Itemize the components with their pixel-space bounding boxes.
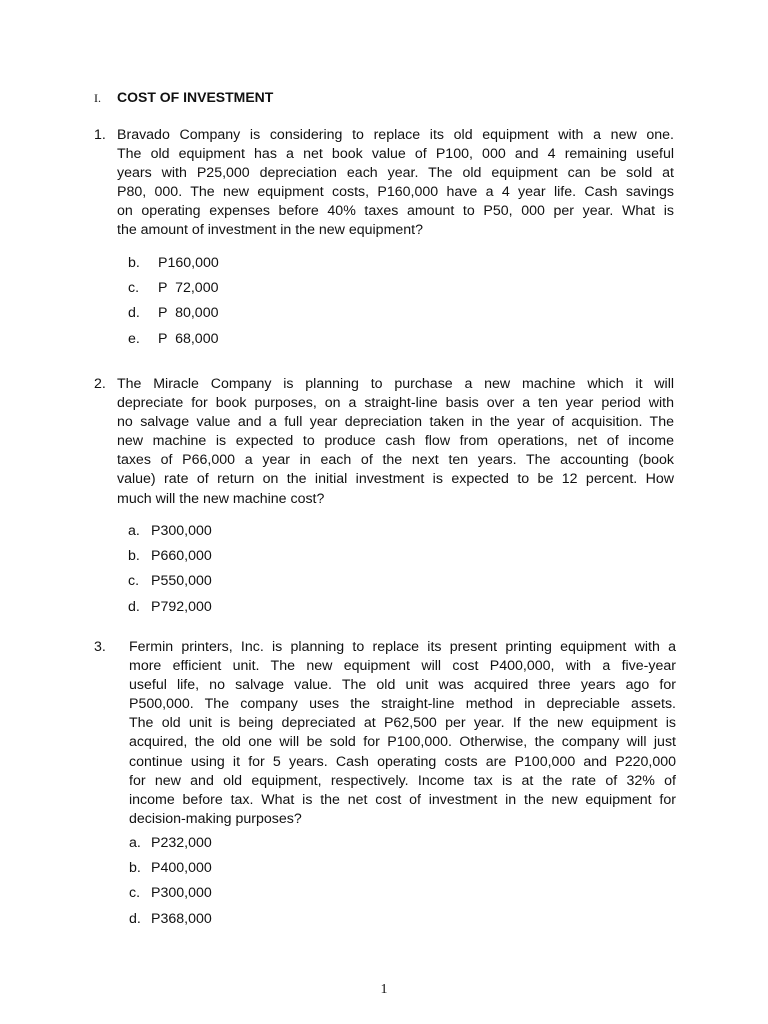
answer-option[interactable] [129, 884, 212, 909]
question-text-line: taxes of P66,000 a year in each of the next ten years. The accounting (book [117, 452, 674, 469]
option-text: P550,000 [151, 573, 212, 590]
option-text: P 80,000 [158, 305, 219, 322]
question-text-line: The old equipment has a net book value of P100, 000 and 4 remaining useful [117, 146, 674, 163]
option-letter: d. [128, 305, 140, 322]
answer-option[interactable] [128, 330, 219, 355]
page-number: 1 [380, 982, 388, 997]
question-number: 3. [94, 639, 106, 655]
question-text-line: decision-making purposes? [129, 810, 302, 827]
question-text-line: on operating expenses before 40% taxes amount to P50, 000 per year. What is [117, 203, 674, 220]
answer-option[interactable] [129, 834, 212, 859]
question-text-line: value) rate of return on the initial investment is expected to be 12 percent. How [117, 471, 674, 488]
question-text-line: acquired, the old one will be sold for P100,000. Otherwise, the company will just [129, 734, 676, 751]
option-letter: d. [129, 910, 141, 927]
answer-option[interactable] [129, 910, 212, 935]
answer-option[interactable] [128, 304, 219, 329]
question-text-line: years with P25,000 depreciation each year. The old equipment can be sold at [117, 165, 674, 182]
question-text-line: Bravado Company is considering to replace its old equipment with a new one. [117, 127, 674, 143]
options-list-1 [128, 254, 219, 355]
option-letter: a. [128, 523, 140, 539]
question-text-line: the amount of investment in the new equipment? [117, 222, 424, 239]
option-letter: b. [128, 548, 140, 565]
answer-option[interactable] [128, 547, 212, 572]
options-list-3 [129, 834, 212, 935]
question-text-line: useful life, no salvage value. The old unit was acquired three years ago for [129, 677, 676, 694]
answer-option[interactable] [129, 859, 212, 884]
option-text: P660,000 [151, 548, 212, 565]
answer-option[interactable] [128, 279, 219, 304]
question-text-line: new machine is expected to produce cash flow from operations, net of income [117, 433, 674, 450]
option-letter: d. [128, 598, 140, 615]
section-heading [94, 89, 273, 106]
question-text-line: continue using it for 5 years. Cash operating costs are P100,000 and P220,000 [129, 753, 676, 770]
option-text: P232,000 [151, 835, 212, 851]
option-text: P 72,000 [158, 280, 219, 297]
section-title: COST OF INVESTMENT [117, 89, 274, 105]
option-text: P792,000 [151, 598, 212, 615]
question-text-line: The old unit is being depreciated at P62,500 per year. If the new equipment is [129, 715, 676, 732]
option-letter: b. [129, 860, 141, 877]
answer-option[interactable] [128, 598, 212, 623]
question-text-line: income before tax. What is the net cost of investment in the new equipment for [129, 791, 676, 808]
question-text-line: P80, 000. The new equipment costs, P160,000 have a 4 year life. Cash savings [117, 184, 674, 201]
option-letter: c. [128, 280, 140, 297]
question-text-line: more efficient unit. The new equipment will cost P400,000, with a five-year [129, 658, 676, 675]
option-text: P160,000 [158, 255, 219, 271]
option-letter: a. [129, 835, 141, 851]
question-text-line: Fermin printers, Inc. is planning to replace its present printing equipment with a [129, 639, 676, 655]
question-text-line: The Miracle Company is planning to purchase a new machine which it will [117, 376, 674, 392]
question-text-line: no salvage value and a full year depreciation taken in the year of acquisition. The [117, 414, 674, 431]
question-2 [94, 375, 674, 509]
option-letter: c. [128, 573, 140, 590]
option-letter: c. [129, 885, 141, 902]
options-list-2 [128, 522, 212, 623]
option-text: P300,000 [151, 523, 212, 539]
answer-option[interactable] [128, 254, 219, 279]
section-number: I. [94, 91, 101, 105]
question-text-line: for new and old equipment, respectively. Income tax is at the rate of 32% of [129, 772, 676, 789]
option-letter: b. [128, 255, 140, 271]
option-text: P400,000 [151, 860, 212, 877]
question-number: 2. [94, 376, 106, 392]
option-letter: e. [128, 330, 140, 347]
question-text-line: much will the new machine cost? [117, 490, 325, 507]
question-text-line: depreciate for book purposes, on a straight-line basis over a ten year period with [117, 395, 674, 412]
question-1 [94, 126, 674, 241]
option-text: P 68,000 [158, 330, 219, 347]
question-number: 1. [94, 127, 106, 143]
answer-option[interactable] [128, 572, 212, 597]
answer-option[interactable] [128, 522, 212, 547]
question-3 [94, 638, 676, 829]
option-text: P368,000 [151, 910, 212, 927]
option-text: P300,000 [151, 885, 212, 902]
question-text-line: P500,000. The company uses the straight-line method in depreciable assets. [129, 696, 676, 713]
